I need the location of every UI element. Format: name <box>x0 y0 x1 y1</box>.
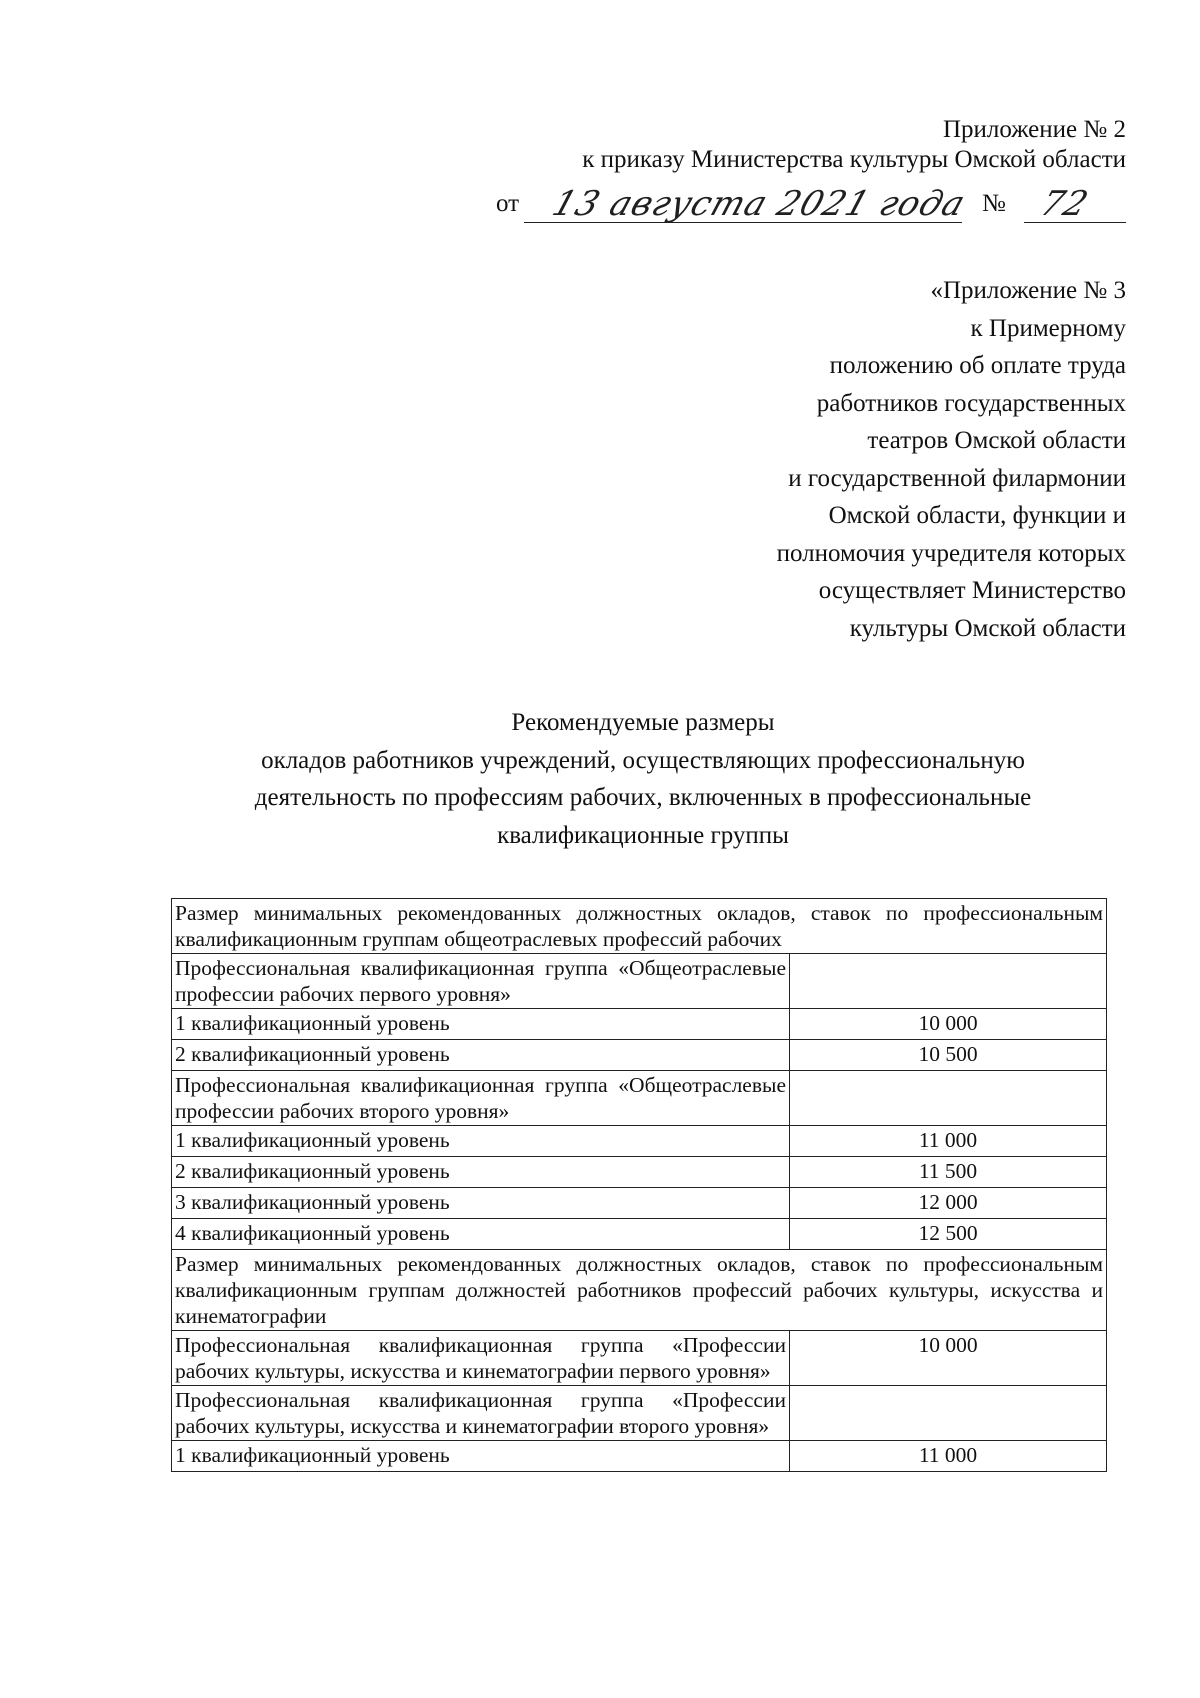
table-row <box>172 954 1107 1009</box>
table-row <box>172 1040 1107 1071</box>
appendix-line: работников государственных <box>816 389 1126 417</box>
level-cell: 1 квалификационный уровень <box>172 1009 790 1040</box>
appendix-line: к Примерному <box>970 314 1126 342</box>
table-row <box>172 1331 1107 1386</box>
order-reference: к приказу Министерства культуры Омской области <box>582 146 1126 173</box>
appendix-line: Омской области, функции и <box>828 502 1126 529</box>
value-cell: 10 000 <box>790 1331 1107 1386</box>
value-cell: 12 500 <box>790 1219 1107 1250</box>
value-cell <box>790 954 1107 1009</box>
level-cell: 2 квалификационный уровень <box>172 1040 790 1071</box>
appendix-line: «Приложение № 3 <box>930 277 1126 304</box>
value-cell <box>790 1071 1107 1126</box>
value-cell: 10 000 <box>790 1009 1107 1040</box>
group-name-cell: Профессиональная квалификационная группа «Общеотраслевые профессии рабочих второго уровня» <box>172 1071 790 1126</box>
handwritten-number: 72 <box>1035 184 1094 224</box>
order-date-line <box>496 184 1126 228</box>
title-line: квалификационные группы <box>497 821 789 849</box>
group-name-cell: Профессиональная квалификационная группа «Профессии рабочих культуры, искусства и кинематографии второго уровня» <box>172 1386 790 1441</box>
value-cell: 11 500 <box>790 1157 1107 1188</box>
date-field <box>524 184 971 224</box>
title-line: Рекомендуемые размеры <box>511 709 775 736</box>
table-row <box>172 1009 1107 1040</box>
value-cell: 12 000 <box>790 1188 1107 1219</box>
value-cell <box>790 1386 1107 1441</box>
handwritten-date: 13 августа 2021 года <box>547 184 971 224</box>
table-row <box>172 1188 1107 1219</box>
level-cell: 2 квалификационный уровень <box>172 1157 790 1188</box>
table-row <box>172 1386 1107 1441</box>
value-cell: 11 000 <box>790 1126 1107 1157</box>
group-name-cell: Профессиональная квалификационная группа «Профессии рабочих культуры, искусства и кинематографии первого уровня» <box>172 1331 790 1386</box>
number-field <box>1024 184 1126 224</box>
group-name-cell: Профессиональная квалификационная группа «Общеотраслевые профессии рабочих первого уровня» <box>172 954 790 1009</box>
value-cell: 10 500 <box>790 1040 1107 1071</box>
level-cell: 1 квалификационный уровень <box>172 1126 790 1157</box>
table-row <box>172 1219 1107 1250</box>
value-cell: 11 000 <box>790 1441 1107 1472</box>
title-line: окладов работников учреждений, осуществляющих профессиональную <box>261 746 1025 774</box>
table-row <box>172 1126 1107 1157</box>
table-row <box>172 1157 1107 1188</box>
header-block <box>480 115 1126 175</box>
table-row <box>172 899 1107 954</box>
table-row <box>172 1250 1107 1331</box>
appendix-reference <box>660 272 1126 647</box>
level-cell: 1 квалификационный уровень <box>172 1441 790 1472</box>
appendix-line: и государственной филармонии <box>788 464 1126 492</box>
appendix-line: осуществляет Министерство <box>818 577 1126 604</box>
appendix-line: театров Омской области <box>867 427 1126 454</box>
section-heading-cell: Размер минимальных рекомендованных должностных окладов, ставок по профессиональным квалификационным группам должностей работников профессий рабочих культуры, искусства и кинематографии <box>172 1250 1107 1331</box>
table-row <box>172 1071 1107 1126</box>
appendix-line: положению об оплате труда <box>829 352 1126 379</box>
title-line: деятельность по профессиям рабочих, включенных в профессиональные <box>254 784 1032 811</box>
section-heading-cell: Размер минимальных рекомендованных должностных окладов, ставок по профессиональным квалификационным группам общеотраслевых профессий рабочих <box>172 899 1107 954</box>
number-label: № <box>982 190 1006 217</box>
from-label: от <box>496 190 520 217</box>
table-row <box>172 1441 1107 1472</box>
appendix-line: культуры Омской области <box>849 614 1126 642</box>
level-cell: 3 квалификационный уровень <box>172 1188 790 1219</box>
salary-table <box>171 898 1107 1472</box>
document-title <box>160 704 1126 854</box>
appendix-label: Приложение № 2 <box>942 116 1126 143</box>
level-cell: 4 квалификационный уровень <box>172 1219 790 1250</box>
appendix-line: полномочия учредителя которых <box>776 539 1126 567</box>
